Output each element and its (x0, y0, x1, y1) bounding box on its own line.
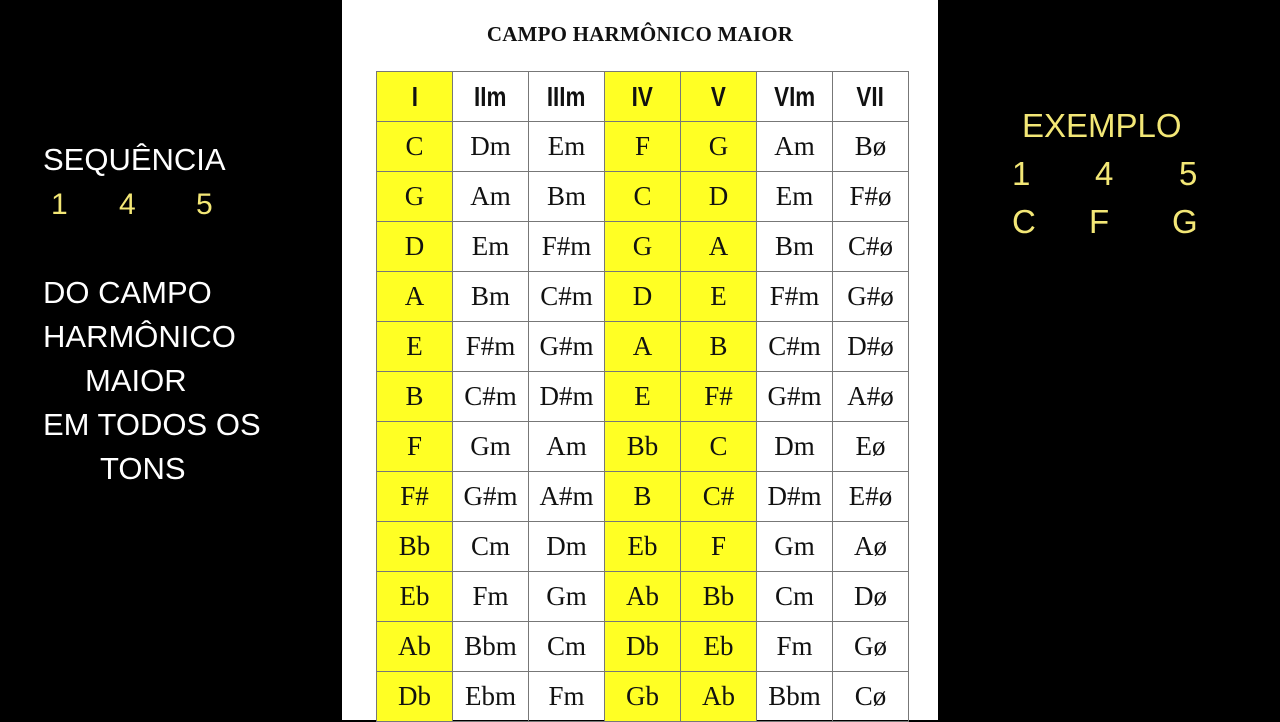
chord-cell: Db (377, 672, 453, 722)
example-number: 1 (1012, 155, 1031, 192)
chord-cell: Ab (377, 622, 453, 672)
chord-row (377, 122, 909, 172)
chord-cell: Bm (453, 272, 529, 322)
chord-cell: D (605, 272, 681, 322)
chord-cell: Em (453, 222, 529, 272)
chord-cell: C (681, 422, 757, 472)
chord-cell: Eø (833, 422, 909, 472)
chord-cell: F (377, 422, 453, 472)
sheet-title: CAMPO HARMÔNICO MAIOR (486, 22, 794, 46)
chord-row (377, 672, 909, 722)
chord-cell: G (605, 222, 681, 272)
chord-cell: Bø (833, 122, 909, 172)
degree-header: I (377, 72, 453, 122)
chord-cell: B (681, 322, 757, 372)
chord-cell: Cø (833, 672, 909, 722)
chord-row (377, 422, 909, 472)
chord-row (377, 322, 909, 372)
chord-cell: Ab (681, 672, 757, 722)
chord-cell: Bbm (757, 672, 833, 722)
degree-header: IIm (453, 72, 529, 122)
chord-cell: Gm (757, 522, 833, 572)
degree-header: VII (833, 72, 909, 122)
left-panel (0, 0, 342, 720)
chord-cell: F#m (757, 272, 833, 322)
chord-cell: Aø (833, 522, 909, 572)
chord-cell: Am (453, 172, 529, 222)
chord-cell: E (605, 372, 681, 422)
chord-cell: Gm (529, 572, 605, 622)
chord-cell: D#m (757, 472, 833, 522)
sequence-title: SEQUÊNCIA (43, 142, 226, 177)
chord-cell: Eb (681, 622, 757, 672)
chord-row (377, 172, 909, 222)
example-chord: G (1172, 203, 1198, 240)
degree-header: VIm (757, 72, 833, 122)
chord-cell: C#m (453, 372, 529, 422)
chord-table (376, 71, 909, 722)
description-line: DO CAMPO (43, 275, 212, 310)
chord-cell: Gø (833, 622, 909, 672)
chord-cell: E (377, 322, 453, 372)
chord-cell: C#ø (833, 222, 909, 272)
chord-cell: E (681, 272, 757, 322)
chord-cell: Fm (453, 572, 529, 622)
chord-cell: E#ø (833, 472, 909, 522)
chord-cell: D#m (529, 372, 605, 422)
chord-cell: A (605, 322, 681, 372)
chord-cell: C# (681, 472, 757, 522)
chord-cell: Bb (681, 572, 757, 622)
chord-row (377, 572, 909, 622)
chord-cell: A#ø (833, 372, 909, 422)
chord-row (377, 472, 909, 522)
chord-cell: Fm (529, 672, 605, 722)
chord-cell: C#m (757, 322, 833, 372)
chord-cell: F#ø (833, 172, 909, 222)
chord-cell: Dø (833, 572, 909, 622)
chord-cell: F#m (529, 222, 605, 272)
chord-row (377, 272, 909, 322)
degree-header: IV (605, 72, 681, 122)
chord-cell: A#m (529, 472, 605, 522)
chord-cell: Dm (529, 522, 605, 572)
right-panel (938, 0, 1280, 720)
example-title: EXEMPLO (1022, 107, 1182, 144)
chord-sheet (342, 0, 938, 720)
chord-row (377, 522, 909, 572)
chord-cell: Ab (605, 572, 681, 622)
chord-cell: F#m (453, 322, 529, 372)
description-line: MAIOR (85, 363, 187, 398)
chord-cell: Bm (529, 172, 605, 222)
chord-cell: Gm (453, 422, 529, 472)
chord-rows (377, 122, 909, 722)
example-chord: F (1089, 203, 1110, 240)
chord-cell: C (377, 122, 453, 172)
chord-cell: Cm (529, 622, 605, 672)
chord-cell: Fm (757, 622, 833, 672)
chord-cell: C (605, 172, 681, 222)
chord-cell: Am (529, 422, 605, 472)
description-line: TONS (100, 451, 186, 486)
chord-cell: G#m (453, 472, 529, 522)
sequence-number: 5 (196, 188, 213, 221)
chord-cell: A (377, 272, 453, 322)
chord-cell: F (605, 122, 681, 172)
chord-cell: D (377, 222, 453, 272)
chord-cell: D (681, 172, 757, 222)
chord-cell: F# (377, 472, 453, 522)
chord-cell: F# (681, 372, 757, 422)
example-number: 4 (1095, 155, 1114, 192)
chord-cell: Eb (605, 522, 681, 572)
chord-cell: Dm (453, 122, 529, 172)
chord-cell: G (377, 172, 453, 222)
chord-cell: G#ø (833, 272, 909, 322)
chord-cell: Am (757, 122, 833, 172)
chord-cell: F (681, 522, 757, 572)
chord-cell: Ebm (453, 672, 529, 722)
sequence-number: 1 (51, 188, 68, 221)
chord-cell: Cm (757, 572, 833, 622)
chord-cell: G#m (529, 322, 605, 372)
chord-row (377, 222, 909, 272)
chord-cell: Gb (605, 672, 681, 722)
degree-header: V (681, 72, 757, 122)
header-row (377, 72, 909, 122)
chord-row (377, 622, 909, 672)
chord-cell: D#ø (833, 322, 909, 372)
chord-cell: Em (757, 172, 833, 222)
chord-cell: A (681, 222, 757, 272)
chord-cell: Bbm (453, 622, 529, 672)
chord-cell: Em (529, 122, 605, 172)
chord-cell: Db (605, 622, 681, 672)
chord-cell: Bb (605, 422, 681, 472)
chord-cell: B (377, 372, 453, 422)
chord-cell: C#m (529, 272, 605, 322)
chord-cell: Bm (757, 222, 833, 272)
sequence-number: 4 (119, 188, 136, 221)
chord-cell: B (605, 472, 681, 522)
degree-header: IIIm (529, 72, 605, 122)
chord-cell: G (681, 122, 757, 172)
chord-cell: Eb (377, 572, 453, 622)
chord-cell: G#m (757, 372, 833, 422)
description-line: HARMÔNICO (43, 319, 236, 354)
description-line: EM TODOS OS (43, 407, 261, 442)
example-number: 5 (1179, 155, 1198, 192)
chord-cell: Bb (377, 522, 453, 572)
example-chord: C (1012, 203, 1036, 240)
chord-cell: Dm (757, 422, 833, 472)
chord-row (377, 372, 909, 422)
chord-cell: Cm (453, 522, 529, 572)
